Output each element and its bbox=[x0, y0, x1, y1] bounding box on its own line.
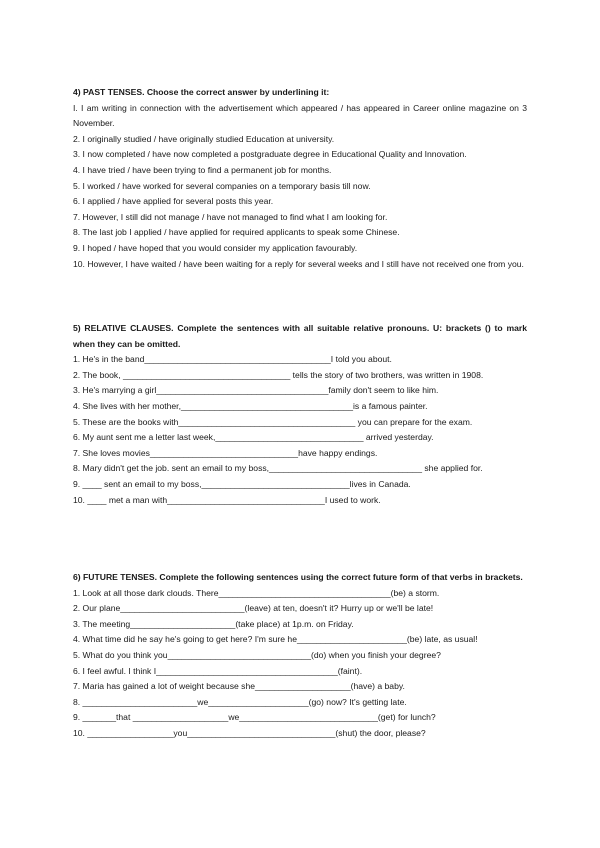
future-tenses-item: 10. __________________you_______________________________(shut) the door, please? bbox=[73, 727, 426, 738]
future-tenses-section bbox=[73, 570, 527, 742]
past-tenses-item: 7. However, I still did not manage / have not managed to find what I am looking for. bbox=[73, 211, 388, 222]
future-tenses-heading: 6) FUTURE TENSES. Complete the following sentences using the correct future form of that verbs in brackets. bbox=[73, 572, 523, 582]
future-tenses-item: 2. Our plane__________________________(leave) at ten, doesn't it? Hurry up or we'll be late! bbox=[73, 603, 434, 614]
relative-clauses-heading: 5) RELATIVE CLAUSES. Complete the sentences with all suitable relative pronouns. U: brackets () to mark when they can be omitted. bbox=[73, 323, 527, 349]
past-tenses-item: I. I am writing in connection with the advertisement which appeared / has appeared in Career online magazine on 3 November. bbox=[73, 102, 527, 129]
past-tenses-section bbox=[73, 85, 527, 272]
relative-clauses-item: 4. She lives with her mother,____________________________________is a famous painter. bbox=[73, 400, 428, 411]
relative-clauses-item: 10. ____ met a man with_________________________________I used to work. bbox=[73, 494, 381, 505]
relative-clauses-item: 2. The book, ___________________________________ tells the story of two brothers, was written in 1908. bbox=[73, 369, 484, 380]
future-tenses-item: 9. _______that ____________________we_____________________________(get) for lunch? bbox=[73, 712, 436, 723]
relative-clauses-section bbox=[73, 321, 527, 508]
past-tenses-item: 8. The last job I applied / have applied for required applicants to speak some Chinese. bbox=[73, 227, 400, 238]
relative-clauses-item: 9. ____ sent an email to my boss,_______________________________lives in Canada. bbox=[73, 478, 411, 489]
past-tenses-item: 10. However, I have waited / have been waiting for a reply for several weeks and I still have not received one from you. bbox=[73, 258, 524, 269]
past-tenses-heading: 4) PAST TENSES. Choose the correct answer by underlining it: bbox=[73, 87, 330, 97]
past-tenses-item: 6. I applied / have applied for several posts this year. bbox=[73, 196, 274, 207]
future-tenses-item: 4. What time did he say he's going to get here? I'm sure he_______________________(be) late, as usual! bbox=[73, 634, 478, 645]
future-tenses-item: 3. The meeting______________________(take place) at 1p.m. on Friday. bbox=[73, 618, 354, 629]
past-tenses-item: 2. I originally studied / have originally studied Education at university. bbox=[73, 133, 335, 144]
future-tenses-item: 7. Maria has gained a lot of weight because she____________________(have) a baby. bbox=[73, 681, 405, 692]
future-tenses-item: 5. What do you think you______________________________(do) when you finish your degree? bbox=[73, 649, 441, 660]
future-tenses-item: 8. ________________________we_____________________(go) now? It's getting late. bbox=[73, 696, 407, 707]
relative-clauses-item: 1. He's in the band_______________________________________I told you about. bbox=[73, 354, 392, 365]
relative-clauses-item: 6. My aunt sent me a letter last week,_______________________________ arrived yesterday. bbox=[73, 432, 434, 443]
past-tenses-item: 3. I now completed / have now completed a postgraduate degree in Educational Quality and Innovation. bbox=[73, 149, 467, 160]
past-tenses-item: 4. I have tried / have been trying to find a permanent job for months. bbox=[73, 164, 332, 175]
relative-clauses-item: 5. These are the books with_____________________________________ you can prepare for the exam. bbox=[73, 416, 473, 427]
future-tenses-item: 1. Look at all those dark clouds. There____________________________________(be) a storm. bbox=[73, 587, 440, 598]
relative-clauses-item: 8. Mary didn't get the job. sent an email to my boss,________________________________ she applied for. bbox=[73, 463, 483, 474]
relative-clauses-item: 7. She loves movies_______________________________have happy endings. bbox=[73, 447, 378, 458]
past-tenses-item: 9. I hoped / have hoped that you would consider my application favourably. bbox=[73, 242, 358, 253]
relative-clauses-item: 3. He's marrying a girl____________________________________family don't seem to like him. bbox=[73, 385, 439, 396]
past-tenses-item: 5. I worked / have worked for several companies on a temporary basis till now. bbox=[73, 180, 371, 191]
future-tenses-item: 6. I feel awful. I think I______________________________________(faint). bbox=[73, 665, 363, 676]
